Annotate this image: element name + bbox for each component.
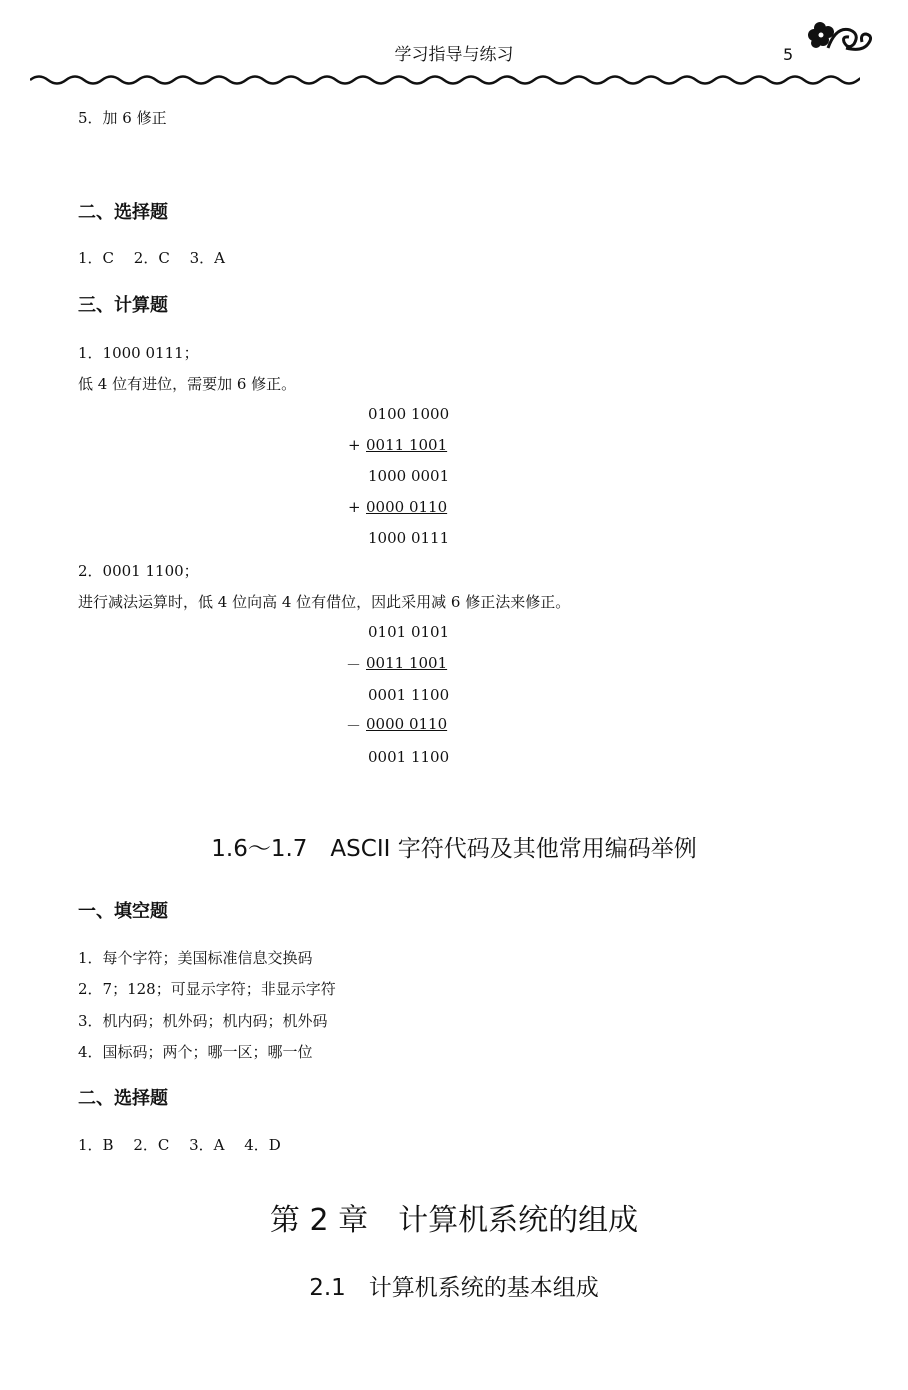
page-number: 5: [783, 45, 794, 64]
fill-heading: 一、填空题: [78, 901, 168, 922]
q2-result: 0001 1100: [368, 748, 450, 766]
q1-operand-1: 0100 1000: [368, 405, 450, 423]
q2-note: 进行减法运算时，低 4 位向高 4 位有借位，因此采用减 6 修正法来修正。: [78, 593, 571, 611]
section-title-2-1: 2.1 计算机系统的基本组成: [309, 1275, 599, 1301]
fill-item-4: 4．国标码；两个；哪一区；哪一位: [78, 1043, 313, 1061]
q2-operand-1: 0101 0101: [368, 623, 450, 641]
q2-answer: 2．0001 1100；: [78, 562, 199, 580]
choice-answers-2: 1．B 2．C 3．A 4．D: [78, 1136, 281, 1154]
q1-note: 低 4 位有进位，需要加 6 修正。: [78, 375, 297, 393]
q2-correction: 0000 0110: [366, 715, 448, 733]
choice-answers: 1．C 2．C 3．A: [78, 249, 225, 267]
header-wavy-rule: [30, 73, 860, 87]
q1-result: 1000 0111: [368, 529, 450, 547]
q2-partial-diff: 0001 1100: [368, 686, 450, 704]
chapter-title: 第 2 章 计算机系统的组成: [269, 1203, 639, 1238]
calc-heading: 三、计算题: [78, 295, 168, 316]
q1-op-plus-2: +: [348, 498, 361, 516]
q1-correction: 0000 0110: [366, 498, 448, 516]
running-header-title: 学习指导与练习: [394, 45, 514, 65]
q1-op-plus-1: +: [348, 436, 361, 454]
fill-item-3: 3．机内码；机外码；机内码；机外码: [78, 1012, 328, 1030]
flower-ornament-icon: [806, 18, 876, 58]
fill-item-5: 5．加 6 修正: [78, 109, 167, 127]
q1-answer: 1．1000 0111；: [78, 344, 199, 362]
q1-operand-2: 0011 1001: [366, 436, 448, 454]
q1-partial-sum: 1000 0001: [368, 467, 450, 485]
choice-heading-2: 二、选择题: [78, 1088, 168, 1109]
section-title-1-6: 1.6～1.7 ASCII 字符代码及其他常用编码举例: [211, 836, 697, 862]
q2-op-minus-1: －: [346, 656, 362, 674]
fill-item-1: 1．每个字符；美国标准信息交换码: [78, 949, 313, 967]
fill-item-2: 2．7；128；可显示字符；非显示字符: [78, 980, 336, 998]
q2-op-minus-2: －: [346, 717, 362, 735]
q2-operand-2: 0011 1001: [366, 654, 448, 672]
choice-heading: 二、选择题: [78, 202, 168, 223]
